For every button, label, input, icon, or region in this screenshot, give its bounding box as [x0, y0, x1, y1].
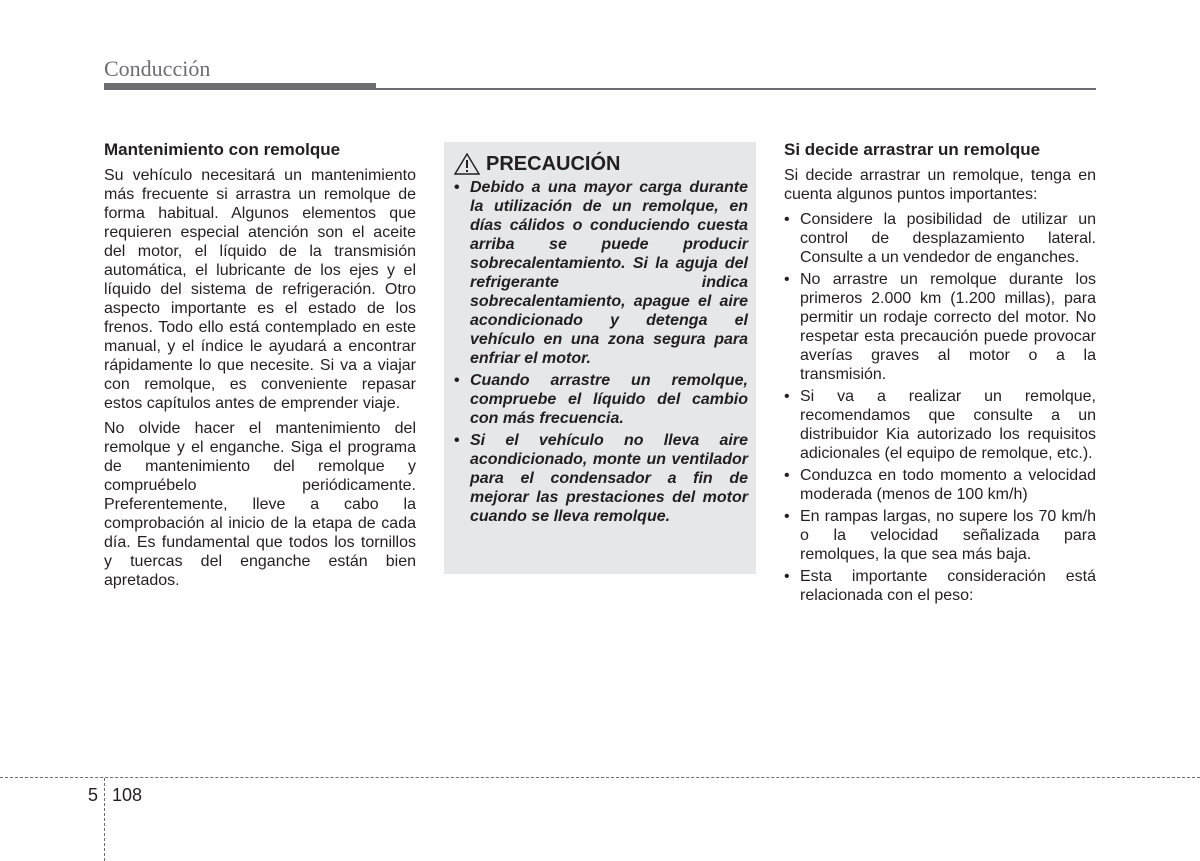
- list-item: [784, 507, 1096, 564]
- list-item-text: No arrastre un remolque durante los primeros 2.000 km (1.200 millas), para permitir un rodaje correcto del motor. No respetar esta precaución puede provocar averías graves al motor o a la transmisión.: [800, 271, 1096, 383]
- bullet: •: [784, 467, 790, 484]
- header-rule-thick: [104, 83, 376, 90]
- list-item-text: Conduzca en todo momento a velocidad moderada (menos de 100 km/h): [800, 467, 1096, 503]
- caution-header: [454, 152, 748, 176]
- towing-tips-list: [784, 210, 1096, 605]
- list-item-text: Considere la posibilidad de utilizar un control de desplazamiento lateral. Consulte a un vendedor de enganches.: [800, 211, 1096, 266]
- list-item: [784, 567, 1096, 605]
- page-header-title: Conducción: [104, 56, 211, 81]
- paragraph: Si decide arrastrar un remolque, tenga en cuenta algunos puntos importantes:: [784, 167, 1096, 203]
- caution-title: PRECAUCIÓN: [486, 153, 621, 175]
- bullet: •: [784, 211, 790, 228]
- list-item: [784, 387, 1096, 463]
- footer-dashed-divider: [104, 778, 105, 861]
- header-rule-thin: [376, 88, 1096, 90]
- bullet: •: [454, 372, 460, 389]
- list-item-text: Esta importante consideración está relacionada con el peso:: [800, 568, 1096, 604]
- paragraph: No olvide hacer el mantenimiento del remolque y el enganche. Siga el programa de mantenimiento del remolque y compruébelo periódicamente. Preferentemente, lleve a cabo la comprobación al inicio de la etapa de cada día. Es fundamental que todos los tornillos y tuercas del enganche están bien apretados.: [104, 420, 416, 589]
- bullet: •: [784, 271, 790, 288]
- warning-triangle-icon: [454, 153, 480, 175]
- list-item-text: En rampas largas, no supere los 70 km/h o la velocidad señalizada para remolques, la que sea más baja.: [800, 508, 1096, 563]
- bullet: •: [454, 432, 460, 449]
- caution-item-text: Si el vehículo no lleva aire acondicionado, monte un ventilador para el condensador a fin de mejorar las prestaciones del motor cuando se lleva remolque.: [470, 432, 748, 525]
- chapter-number: 5: [88, 785, 99, 805]
- bullet: •: [784, 388, 790, 405]
- caution-list: [454, 178, 748, 526]
- bullet: •: [784, 508, 790, 525]
- caution-box: [444, 142, 756, 574]
- section-heading-maintenance: Mantenimiento con remolque: [104, 140, 341, 159]
- left-column: [104, 140, 416, 596]
- paragraph: Su vehículo necesitará un mantenimiento más frecuente si arrastra un remolque de forma habitual. Algunos elementos que requieren especial atención son el aceite del motor, el líquido de la transmisión automática, el lubricante de los ejes y el líquido del sistema de refrigeración. Otro aspecto importante es el estado de los frenos. Todo ello está contemplado en este manual, y el índice le ayudará a encontrar rápidamente lo que necesite. Si va a viajar con remolque, es conveniente repasar estos capítulos antes de emprender viaje.: [104, 167, 416, 412]
- section-heading-towing: Si decide arrastrar un remolque: [784, 140, 1041, 159]
- page-number: 108: [112, 785, 143, 805]
- list-item: [784, 270, 1096, 384]
- caution-item: [454, 371, 748, 428]
- caution-item-text: Cuando arrastre un remolque, compruebe el líquido del cambio con más frecuencia.: [470, 372, 748, 427]
- bullet: •: [454, 179, 460, 196]
- list-item: [784, 466, 1096, 504]
- bullet: •: [784, 568, 790, 585]
- caution-item: [454, 431, 748, 526]
- footer-dashed-rule: [0, 777, 1200, 778]
- caution-item-text: Debido a una mayor carga durante la utilización de un remolque, en días cálidos o conduciendo cuesta arriba se puede producir sobrecalentamiento. Si la aguja del refrigerante indica sobrecalentamiento, apague el aire acondicionado y detenga el vehículo en una zona segura para enfriar el motor.: [470, 179, 748, 367]
- list-item-text: Si va a realizar un remolque, recomendamos que consulte a un distribuidor Kia autorizado los requisitos adicionales (el equipo de remolque, etc.).: [800, 388, 1096, 462]
- right-column: [784, 140, 1096, 608]
- list-item: [784, 210, 1096, 267]
- caution-item: [454, 178, 748, 368]
